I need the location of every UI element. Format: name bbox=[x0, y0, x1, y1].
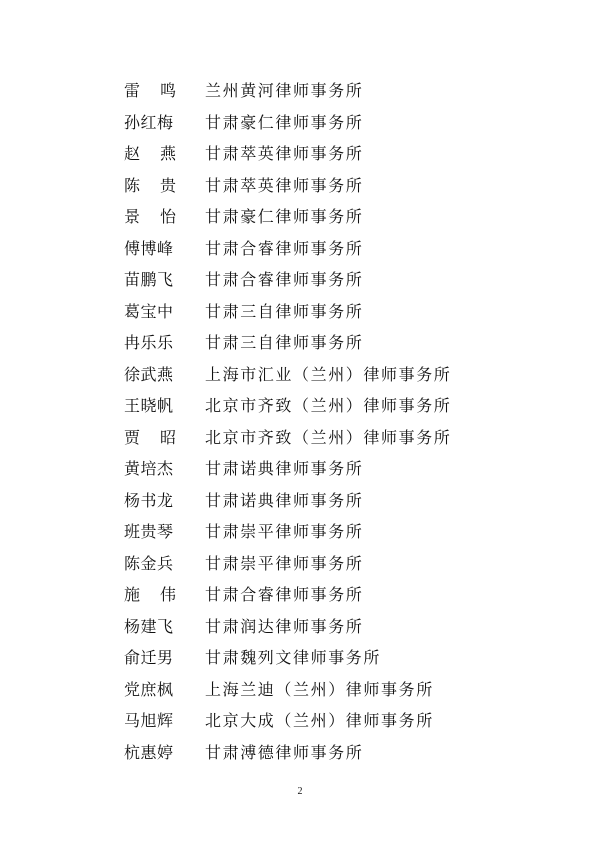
lawyer-name: 葛宝中 bbox=[124, 301, 174, 321]
roster-row: 雷 鸣 兰州黄河律师事务所 bbox=[0, 75, 600, 107]
roster-row bbox=[0, 233, 600, 265]
roster-row bbox=[0, 642, 600, 674]
lawyer-name: 俞迁男 bbox=[124, 648, 174, 667]
law-firm: 甘肃魏列文律师事务所 bbox=[205, 648, 382, 667]
lawyer-name: 班贵琴 bbox=[124, 522, 174, 541]
law-firm: 北京大成（兰州）律师事务所 bbox=[205, 711, 434, 730]
law-firm: 甘肃溥德律师事务所 bbox=[205, 742, 364, 762]
roster-row: 施 伟 甘肃合睿律师事务所 bbox=[0, 579, 600, 611]
law-firm: 甘肃诺典律师事务所 bbox=[205, 490, 364, 510]
roster-row bbox=[0, 485, 600, 517]
law-firm: 北京市齐致（兰州）律师事务所 bbox=[205, 427, 452, 447]
roster-row bbox=[0, 705, 600, 737]
law-firm: 甘肃三自律师事务所 bbox=[205, 333, 364, 352]
law-firm: 甘肃三自律师事务所 bbox=[205, 301, 364, 321]
lawyer-name: 杨建飞 bbox=[124, 616, 174, 636]
law-firm: 甘肃豪仁律师事务所 bbox=[205, 112, 364, 132]
lawyer-roster bbox=[0, 75, 600, 768]
law-firm: 甘肃豪仁律师事务所 bbox=[205, 207, 364, 226]
lawyer-name: 党庶枫 bbox=[124, 679, 174, 699]
lawyer-name: 冉乐乐 bbox=[124, 333, 174, 352]
law-firm: 甘肃合睿律师事务所 bbox=[205, 238, 364, 258]
roster-row bbox=[0, 674, 600, 706]
law-firm: 上海市汇业（兰州）律师事务所 bbox=[205, 364, 452, 384]
law-firm: 兰州黄河律师事务所 bbox=[205, 81, 364, 100]
roster-row bbox=[0, 737, 600, 769]
lawyer-name: 黄培杰 bbox=[124, 459, 174, 478]
law-firm: 甘肃萃英律师事务所 bbox=[205, 144, 364, 163]
roster-row: 贾 昭 北京市齐致（兰州）律师事务所 bbox=[0, 422, 600, 454]
lawyer-name: 杭惠婷 bbox=[124, 742, 174, 762]
roster-row bbox=[0, 264, 600, 296]
law-firm: 甘肃合睿律师事务所 bbox=[205, 585, 364, 604]
roster-row: 景 怡 甘肃豪仁律师事务所 bbox=[0, 201, 600, 233]
law-firm: 甘肃润达律师事务所 bbox=[205, 616, 364, 636]
law-firm: 甘肃合睿律师事务所 bbox=[205, 270, 364, 289]
law-firm: 甘肃萃英律师事务所 bbox=[205, 175, 364, 195]
lawyer-name: 傅博峰 bbox=[124, 238, 174, 258]
roster-row bbox=[0, 516, 600, 548]
lawyer-name: 徐武燕 bbox=[124, 364, 174, 384]
lawyer-name: 王晓帆 bbox=[124, 396, 174, 415]
law-firm: 北京市齐致（兰州）律师事务所 bbox=[205, 396, 452, 415]
roster-row bbox=[0, 296, 600, 328]
lawyer-name: 陈金兵 bbox=[124, 553, 174, 573]
law-firm: 甘肃崇平律师事务所 bbox=[205, 553, 364, 573]
lawyer-name: 马旭辉 bbox=[124, 711, 174, 730]
law-firm: 甘肃诺典律师事务所 bbox=[205, 459, 364, 478]
roster-row: 陈 贵 甘肃萃英律师事务所 bbox=[0, 170, 600, 202]
roster-row bbox=[0, 453, 600, 485]
law-firm: 上海兰迪（兰州）律师事务所 bbox=[205, 679, 434, 699]
roster-row bbox=[0, 359, 600, 391]
lawyer-name: 孙红梅 bbox=[124, 112, 174, 132]
law-firm: 甘肃崇平律师事务所 bbox=[205, 522, 364, 541]
roster-row bbox=[0, 327, 600, 359]
lawyer-name: 苗鹏飞 bbox=[124, 270, 174, 289]
roster-row: 赵 燕 甘肃萃英律师事务所 bbox=[0, 138, 600, 170]
lawyer-name: 杨书龙 bbox=[124, 490, 174, 510]
roster-row bbox=[0, 107, 600, 139]
roster-row bbox=[0, 611, 600, 643]
roster-row bbox=[0, 390, 600, 422]
roster-row bbox=[0, 548, 600, 580]
page-number: 2 bbox=[297, 786, 303, 797]
